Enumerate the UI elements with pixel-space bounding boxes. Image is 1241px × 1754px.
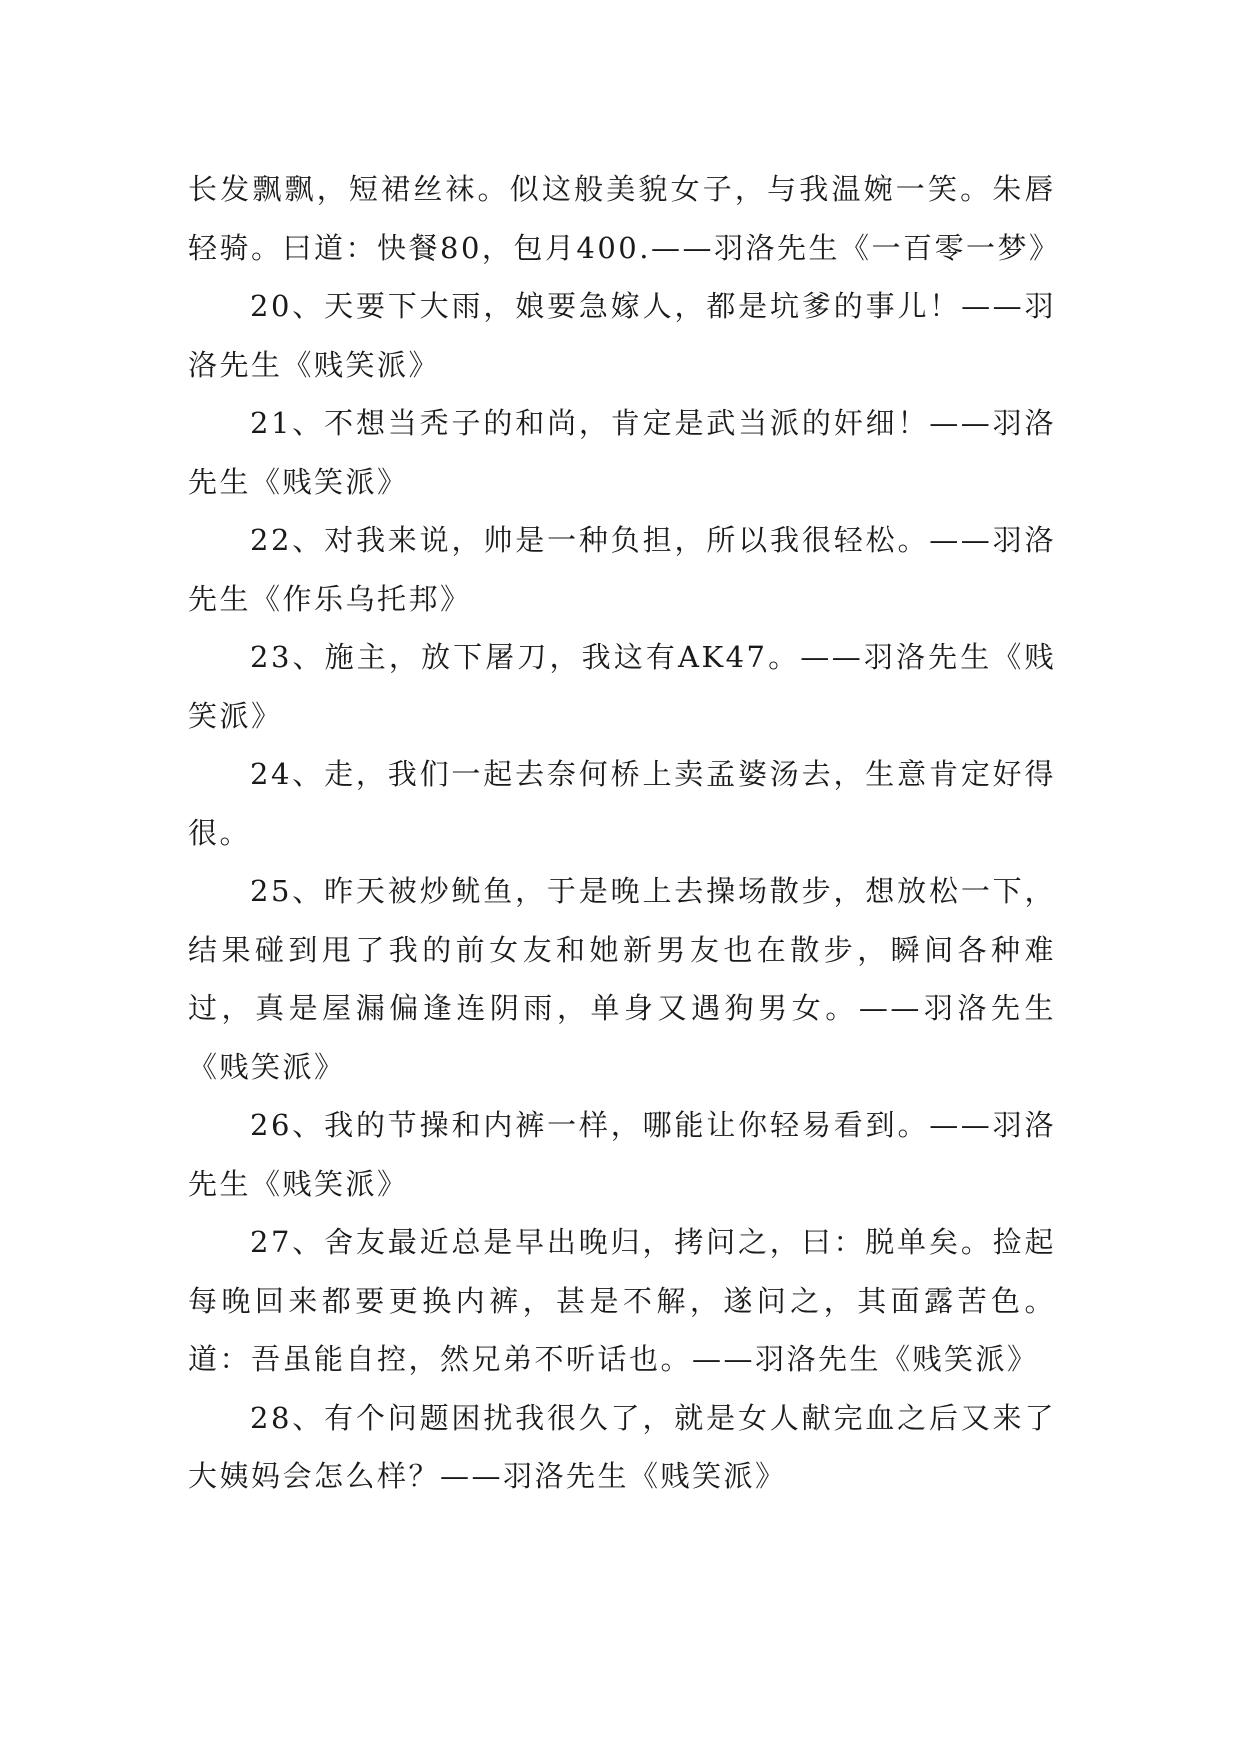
- paragraph-item-28: 28、有个问题困扰我很久了，就是女人献完血之后又来了大姨妈会怎么样？——羽洛先生《贱笑派》: [188, 1400, 1056, 1493]
- paragraph-item-23: 23、施主，放下屠刀，我这有AK47。——羽洛先生《贱笑派》: [188, 640, 1056, 733]
- paragraph-item-24: 24、走，我们一起去奈何桥上卖孟婆汤去，生意肯定好得很。: [188, 757, 1056, 850]
- paragraph-item-22: 22、对我来说，帅是一种负担，所以我很轻松。——羽洛先生《作乐乌托邦》: [188, 523, 1056, 616]
- document-page: [188, 160, 1061, 1506]
- paragraph-item-27: 27、舍友最近总是早出晚归，拷问之，曰：脱单矣。捡起每晚回来都要更换内裤，甚是不解，遂问之，其面露苦色。道：吾虽能自控，然兄弟不听话也。——羽洛先生《贱笑派》: [188, 1225, 1056, 1376]
- paragraph-item-21: 21、不想当秃子的和尚，肯定是武当派的奸细！——羽洛先生《贱笑派》: [188, 406, 1056, 499]
- paragraph-item-20: 20、天要下大雨，娘要急嫁人，都是坑爹的事儿！——羽洛先生《贱笑派》: [188, 289, 1056, 382]
- paragraph-continuation: 长发飘飘，短裙丝袜。似这般美貌女子，与我温婉一笑。朱唇轻骑。曰道：快餐80，包月400.——羽洛先生《一百零一梦》: [188, 172, 1061, 265]
- paragraph-item-25: 25、昨天被炒鱿鱼，于是晚上去操场散步，想放松一下，结果碰到甩了我的前女友和她新男友也在散步，瞬间各种难过，真是屋漏偏逢连阴雨，单身又遇狗男女。——羽洛先生《贱笑派》: [188, 874, 1056, 1084]
- paragraph-item-26: 26、我的节操和内裤一样，哪能让你轻易看到。——羽洛先生《贱笑派》: [188, 1108, 1056, 1201]
